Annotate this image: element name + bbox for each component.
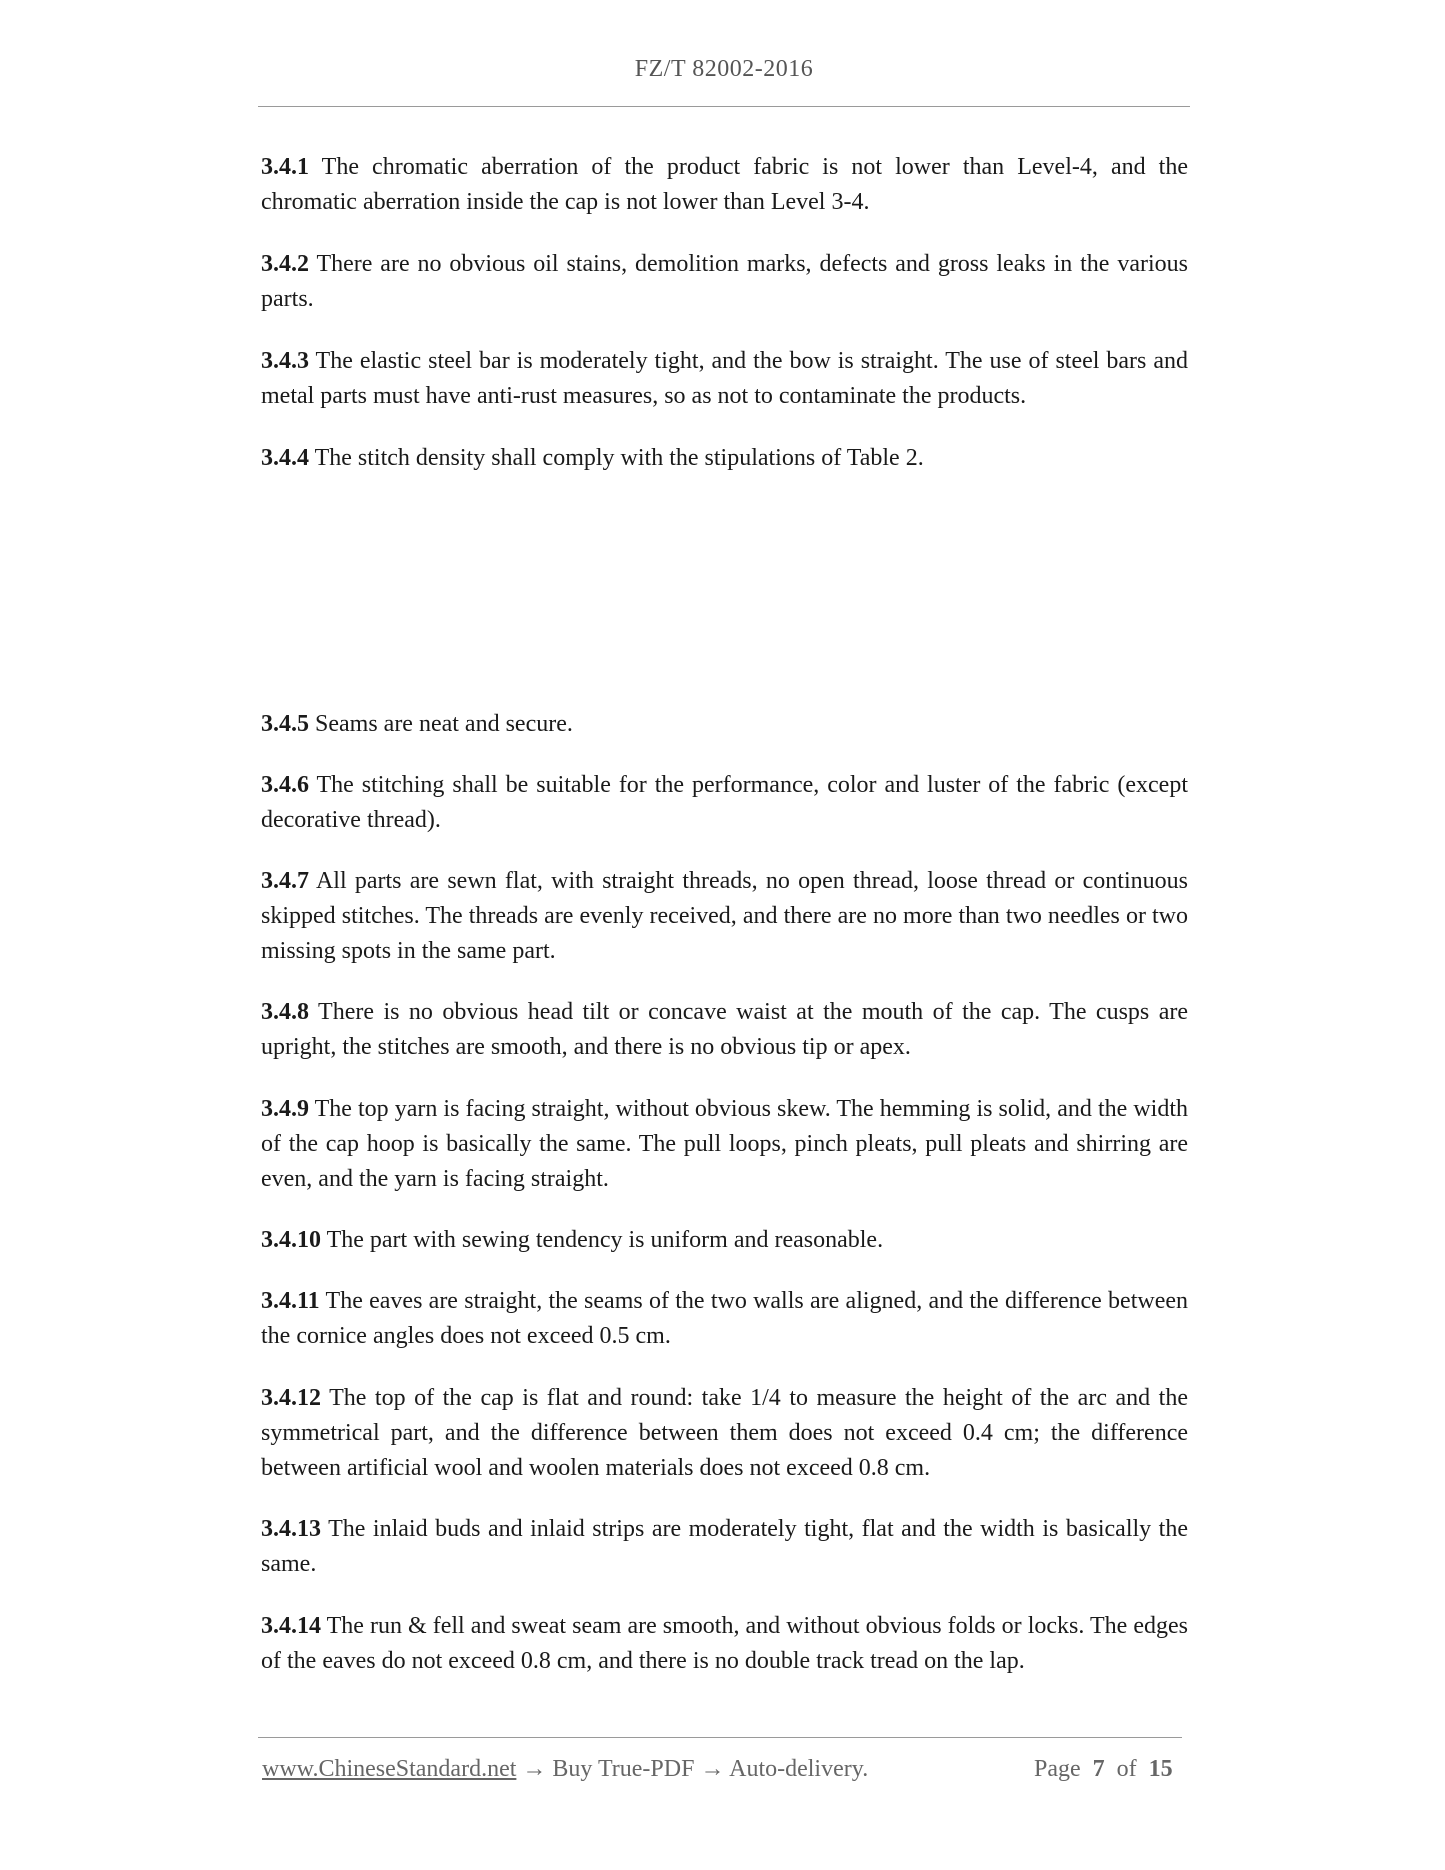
clause-text: The top yarn is facing straight, without obvious skew. The hemming is solid, and the width of the cap hoop is basically the same. The pull loops, pinch pleats, pull pleats and shirring are even, and the yarn is facing straight. bbox=[261, 1096, 1188, 1192]
clause-3-4-1 bbox=[261, 150, 1188, 220]
clause-number: 3.4.11 bbox=[261, 1288, 320, 1314]
clause-text: The run & fell and sweat seam are smooth, and without obvious folds or locks. The edges of the eaves do not exceed 0.8 cm, and there is no double track tread on the lap. bbox=[261, 1613, 1188, 1674]
footer-tagline: → Buy True-PDF → Auto-delivery. bbox=[522, 1756, 869, 1782]
clause-number: 3.4.1 bbox=[261, 154, 309, 180]
clause-number: 3.4.9 bbox=[261, 1096, 309, 1122]
header-divider bbox=[258, 106, 1190, 107]
clause-3-4-6 bbox=[261, 768, 1188, 838]
clause-number: 3.4.6 bbox=[261, 772, 309, 798]
clause-3-4-4 bbox=[261, 441, 1188, 476]
document-header-id: FZ/T 82002-2016 bbox=[634, 56, 814, 82]
clause-3-4-13 bbox=[261, 1512, 1188, 1582]
clause-3-4-10 bbox=[261, 1223, 1188, 1258]
site-link[interactable]: www.ChineseStandard.net bbox=[262, 1756, 517, 1782]
clause-3-4-14 bbox=[261, 1609, 1188, 1679]
clause-number: 3.4.12 bbox=[261, 1385, 321, 1411]
clause-text: The top of the cap is flat and round: take 1/4 to measure the height of the arc and the symmetrical part, and the difference between them does not exceed 0.4 cm; the difference between artificial wool and woolen materials does not exceed 0.8 cm. bbox=[261, 1385, 1188, 1481]
clause-text: Seams are neat and secure. bbox=[315, 711, 573, 737]
clause-3-4-7 bbox=[261, 864, 1188, 969]
clause-text: The stitching shall be suitable for the performance, color and luster of the fabric (except decorative thread). bbox=[261, 772, 1188, 833]
clause-3-4-5 bbox=[261, 707, 1188, 742]
clause-number: 3.4.2 bbox=[261, 251, 309, 277]
footer-divider bbox=[258, 1737, 1182, 1738]
clause-number: 3.4.4 bbox=[261, 445, 309, 471]
clause-3-4-3 bbox=[261, 344, 1188, 414]
clause-text: There is no obvious head tilt or concave waist at the mouth of the cap. The cusps are upright, the stitches are smooth, and there is no obvious tip or apex. bbox=[261, 999, 1189, 1060]
clause-number: 3.4.7 bbox=[261, 868, 309, 894]
clause-text: The elastic steel bar is moderately tight, and the bow is straight. The use of steel bars and metal parts must have anti-rust measures, so as not to contaminate the products. bbox=[261, 348, 1188, 409]
clause-text: The inlaid buds and inlaid strips are moderately tight, flat and the width is basically the same. bbox=[261, 1516, 1188, 1577]
clause-text: The part with sewing tendency is uniform and reasonable. bbox=[326, 1227, 884, 1253]
clause-text: There are no obvious oil stains, demolition marks, defects and gross leaks in the various parts. bbox=[261, 251, 1188, 312]
clause-number: 3.4.10 bbox=[261, 1227, 321, 1253]
page-label: Page bbox=[1034, 1756, 1081, 1782]
clause-3-4-12 bbox=[261, 1381, 1188, 1486]
clause-3-4-8 bbox=[261, 995, 1188, 1065]
footer-promo bbox=[262, 1756, 868, 1783]
clause-number: 3.4.14 bbox=[261, 1613, 321, 1639]
clause-text: The stitch density shall comply with the stipulations of Table 2. bbox=[314, 445, 924, 471]
clause-number: 3.4.13 bbox=[261, 1516, 321, 1542]
page-current: 7 bbox=[1092, 1756, 1105, 1782]
clause-text: The eaves are straight, the seams of the two walls are aligned, and the difference between the cornice angles does not exceed 0.5 cm. bbox=[261, 1288, 1188, 1349]
page-indicator bbox=[1034, 1756, 1173, 1783]
clause-3-4-9 bbox=[261, 1092, 1188, 1197]
clause-number: 3.4.8 bbox=[261, 999, 309, 1025]
page-total: 15 bbox=[1148, 1756, 1173, 1782]
clause-3-4-2 bbox=[261, 247, 1188, 317]
page-of-label: of bbox=[1116, 1756, 1137, 1782]
clause-number: 3.4.5 bbox=[261, 711, 309, 737]
clause-text: The chromatic aberration of the product fabric is not lower than Level-4, and the chromatic aberration inside the cap is not lower than Level 3-4. bbox=[261, 154, 1188, 215]
clause-3-4-11 bbox=[261, 1284, 1188, 1354]
clause-number: 3.4.3 bbox=[261, 348, 309, 374]
clause-text: All parts are sewn flat, with straight threads, no open thread, loose thread or continuous skipped stitches. The threads are evenly received, and there are no more than two needles or two missing spots in the same part. bbox=[261, 868, 1188, 964]
